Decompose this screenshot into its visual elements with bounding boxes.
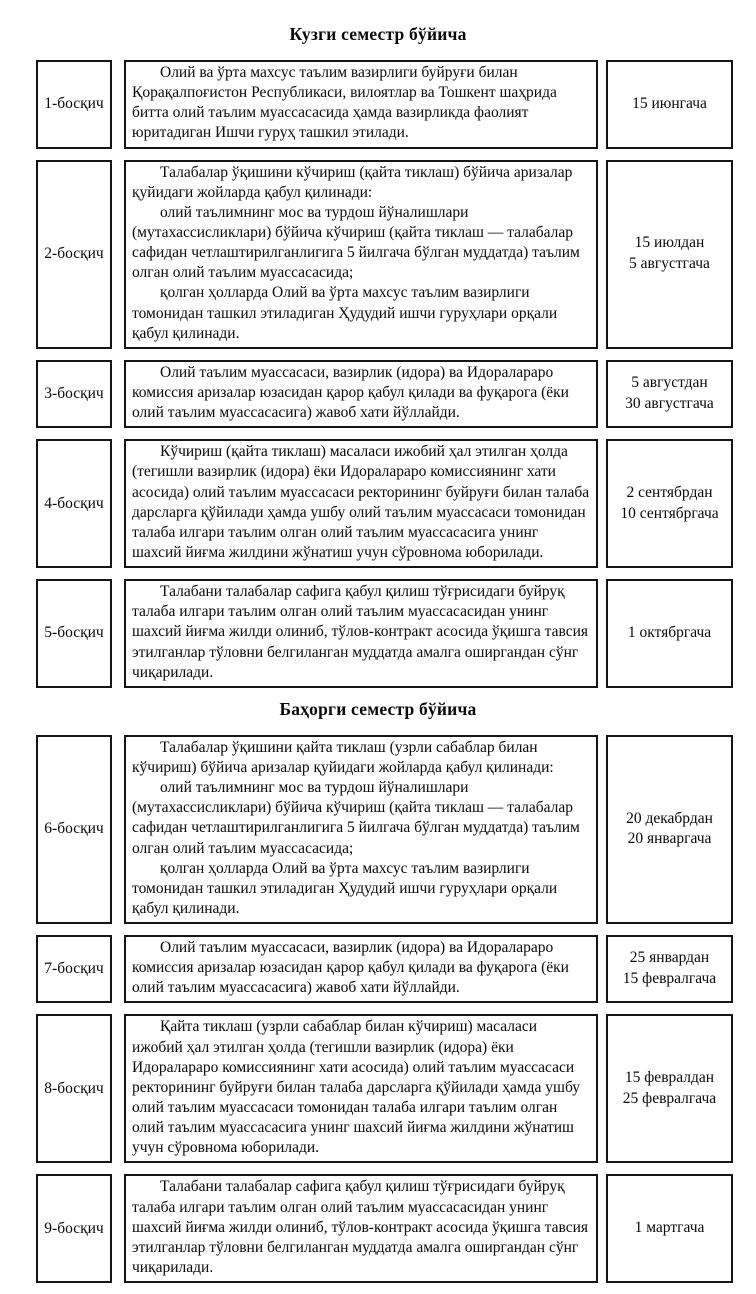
stage-cell: 6-босқич [36,735,112,924]
stage-cell: 1-босқич [36,60,112,149]
description-cell [124,1174,598,1283]
deadline-cell: 25 январдан 15 февралгача [606,935,733,1003]
deadline-cell: 15 июнгача [606,60,733,149]
description-paragraph: Талабани талабалар сафига қабул қилиш тўғрисидаги буйруқ талаба илгари таълим олган олий таълим муассасасидан унинг шахсий йиғма жилди олиниб, тўлов-контракт асосида ўқишга тавсия этилганлар тўловни белгиланган муддатда амалга оширгандан сўнг чиқарилади. [132,1178,589,1277]
deadline-cell: 15 февралдан 25 февралгача [606,1014,733,1163]
spring-rows-container [0,735,756,1283]
description-cell [124,935,598,1003]
table-row [36,1014,733,1163]
stage-cell: 9-босқич [36,1174,112,1283]
table-row [36,935,733,1003]
description-paragraph: Талабалар ўқишини кўчириш (қайта тиклаш) бўйича аризалар қуйидаги жойларда қабул қилинади: [132,163,573,201]
description-paragraph: Талабалар ўқишини қайта тиклаш (узрли сабаблар билан кўчириш) бўйича аризалар қуйидаги жойларда қабул қилинади: [132,738,554,776]
table-row [36,1174,733,1283]
stage-cell: 3-босқич [36,360,112,428]
spring-section-title: Баҳорги семестр бўйича [279,698,477,719]
table-row [36,160,733,349]
description-cell [124,735,598,924]
deadline-cell: 1 октябргача [606,579,733,688]
autumn-section-title: Кузги семестр бўйича [289,24,467,44]
description-paragraph: Талабани талабалар сафига қабул қилиш тўғрисидаги буйруқ талаба илгари таълим олган олий таълим муассасасидан унинг шахсий йиғма жилди олиниб, тўлов-контракт асосида ўқишга тавсия этилганлар тўловни белгиланган муддатда амалга оширгандан сўнг чиқарилади. [132,583,589,681]
description-cell [124,60,598,149]
table-row [36,439,733,568]
deadline-cell: 15 июлдан 5 августгача [606,160,733,349]
description-cell [124,439,598,568]
stage-cell: 4-босқич [36,439,112,568]
description-paragraph: Кўчириш (қайта тиклаш) масаласи ижобий ҳал этилган ҳолда (тегишли вазирлик (идора) ёки Идоралараро комиссиянинг хати асосида) олий таълим муассасаси ректорининг буйруғи билан талаба дарсларга қўйилади ҳамда ушбу олий таълим муассасаси томонидан талаба илгари таълим олган олий таълим муассасасига унинг шахсий йиғма жилдини жўнатиш учун сўровнома юборилади. [132,443,590,561]
description-paragraph: Қайта тиклаш (узрли сабаблар билан кўчириш) масаласи ижобий ҳал этилган ҳолда (тегишли вазирлик (идора) ёки Идоралараро комиссиянинг хати асосида) олий таълим муассасаси ректорининг буйруғи билан талаба дарсларга қўйилади ҳамда ушбу олий таълим муассасаси томонидан талаба илгари таълим олган олий таълим муассасасига унинг шахсий йиғма жилдини жўнатиш учун сўровнома юборилади. [132,1018,581,1157]
stage-cell: 2-босқич [36,160,112,349]
deadline-cell: 5 августдан 30 августгача [606,360,733,428]
description-paragraph: Олий таълим муассасаси, вазирлик (идора) ва Идоралараро комиссия аризалар юзасидан қарор қабул қилади ва фуқарога (ёки олий таълим муассасасига) жавоб хати йўллайди. [132,939,569,997]
description-cell [124,160,598,349]
description-cell [124,360,598,428]
table-row [36,735,733,924]
description-paragraph: олий таълимнинг мос ва турдош йўналишлари (мутахассисликлари) бўйича кўчириш (қайта тиклаш — талабалар сафидан четлаштирилганлигига 5 йилгача бўлган муддатда) таълим олган олий таълим муассасасида; [132,779,580,857]
description-cell [124,1014,598,1163]
autumn-rows-container [0,60,756,688]
description-paragraph: Олий таълим муассасаси, вазирлик (идора) ва Идоралараро комиссия аризалар юзасидан қарор қабул қилади ва фуқарога (ёки олий таълим муассасасига) жавоб хати йўллайди. [132,363,569,422]
table-row [36,360,733,428]
deadline-cell: 20 декабрдан 20 январгача [606,735,733,924]
deadline-cell: 2 сентябрдан 10 сентябргача [606,439,733,568]
stage-cell: 8-босқич [36,1014,112,1163]
stage-cell: 5-босқич [36,579,112,688]
description-paragraph: Олий ва ўрта махсус таълим вазирлиги буйруғи билан Қорақалпоғистон Республикаси, вилоятлар ва Тошкент шаҳрида битта олий таълим муассасасида ҳамда вазирликда фаолият юритадиган Ишчи гуруҳ ташкил этилади. [132,64,557,142]
deadline-cell: 1 мартгача [606,1174,733,1283]
description-paragraph: қолган ҳолларда Олий ва ўрта махсус таълим вазирлиги томонидан ташкил этиладиган Ҳудудий ишчи гуруҳлари орқали қабул қилинади. [132,859,558,917]
description-cell [124,579,598,688]
description-paragraph: олий таълимнинг мос ва турдош йўналишлари (мутахассисликлари) бўйича кўчириш (қайта тиклаш — талабалар сафидан четлаштирилганлигига 5 йилгача бўлган муддатда) таълим олган олий таълим муассасасида; [132,203,580,282]
table-row [36,60,733,149]
description-paragraph: қолган ҳолларда Олий ва ўрта махсус таълим вазирлиги томонидан ташкил этиладиган Ҳудудий ишчи гуруҳлари орқали қабул қилинади. [132,284,558,342]
table-row [36,579,733,688]
stage-cell: 7-босқич [36,935,112,1003]
